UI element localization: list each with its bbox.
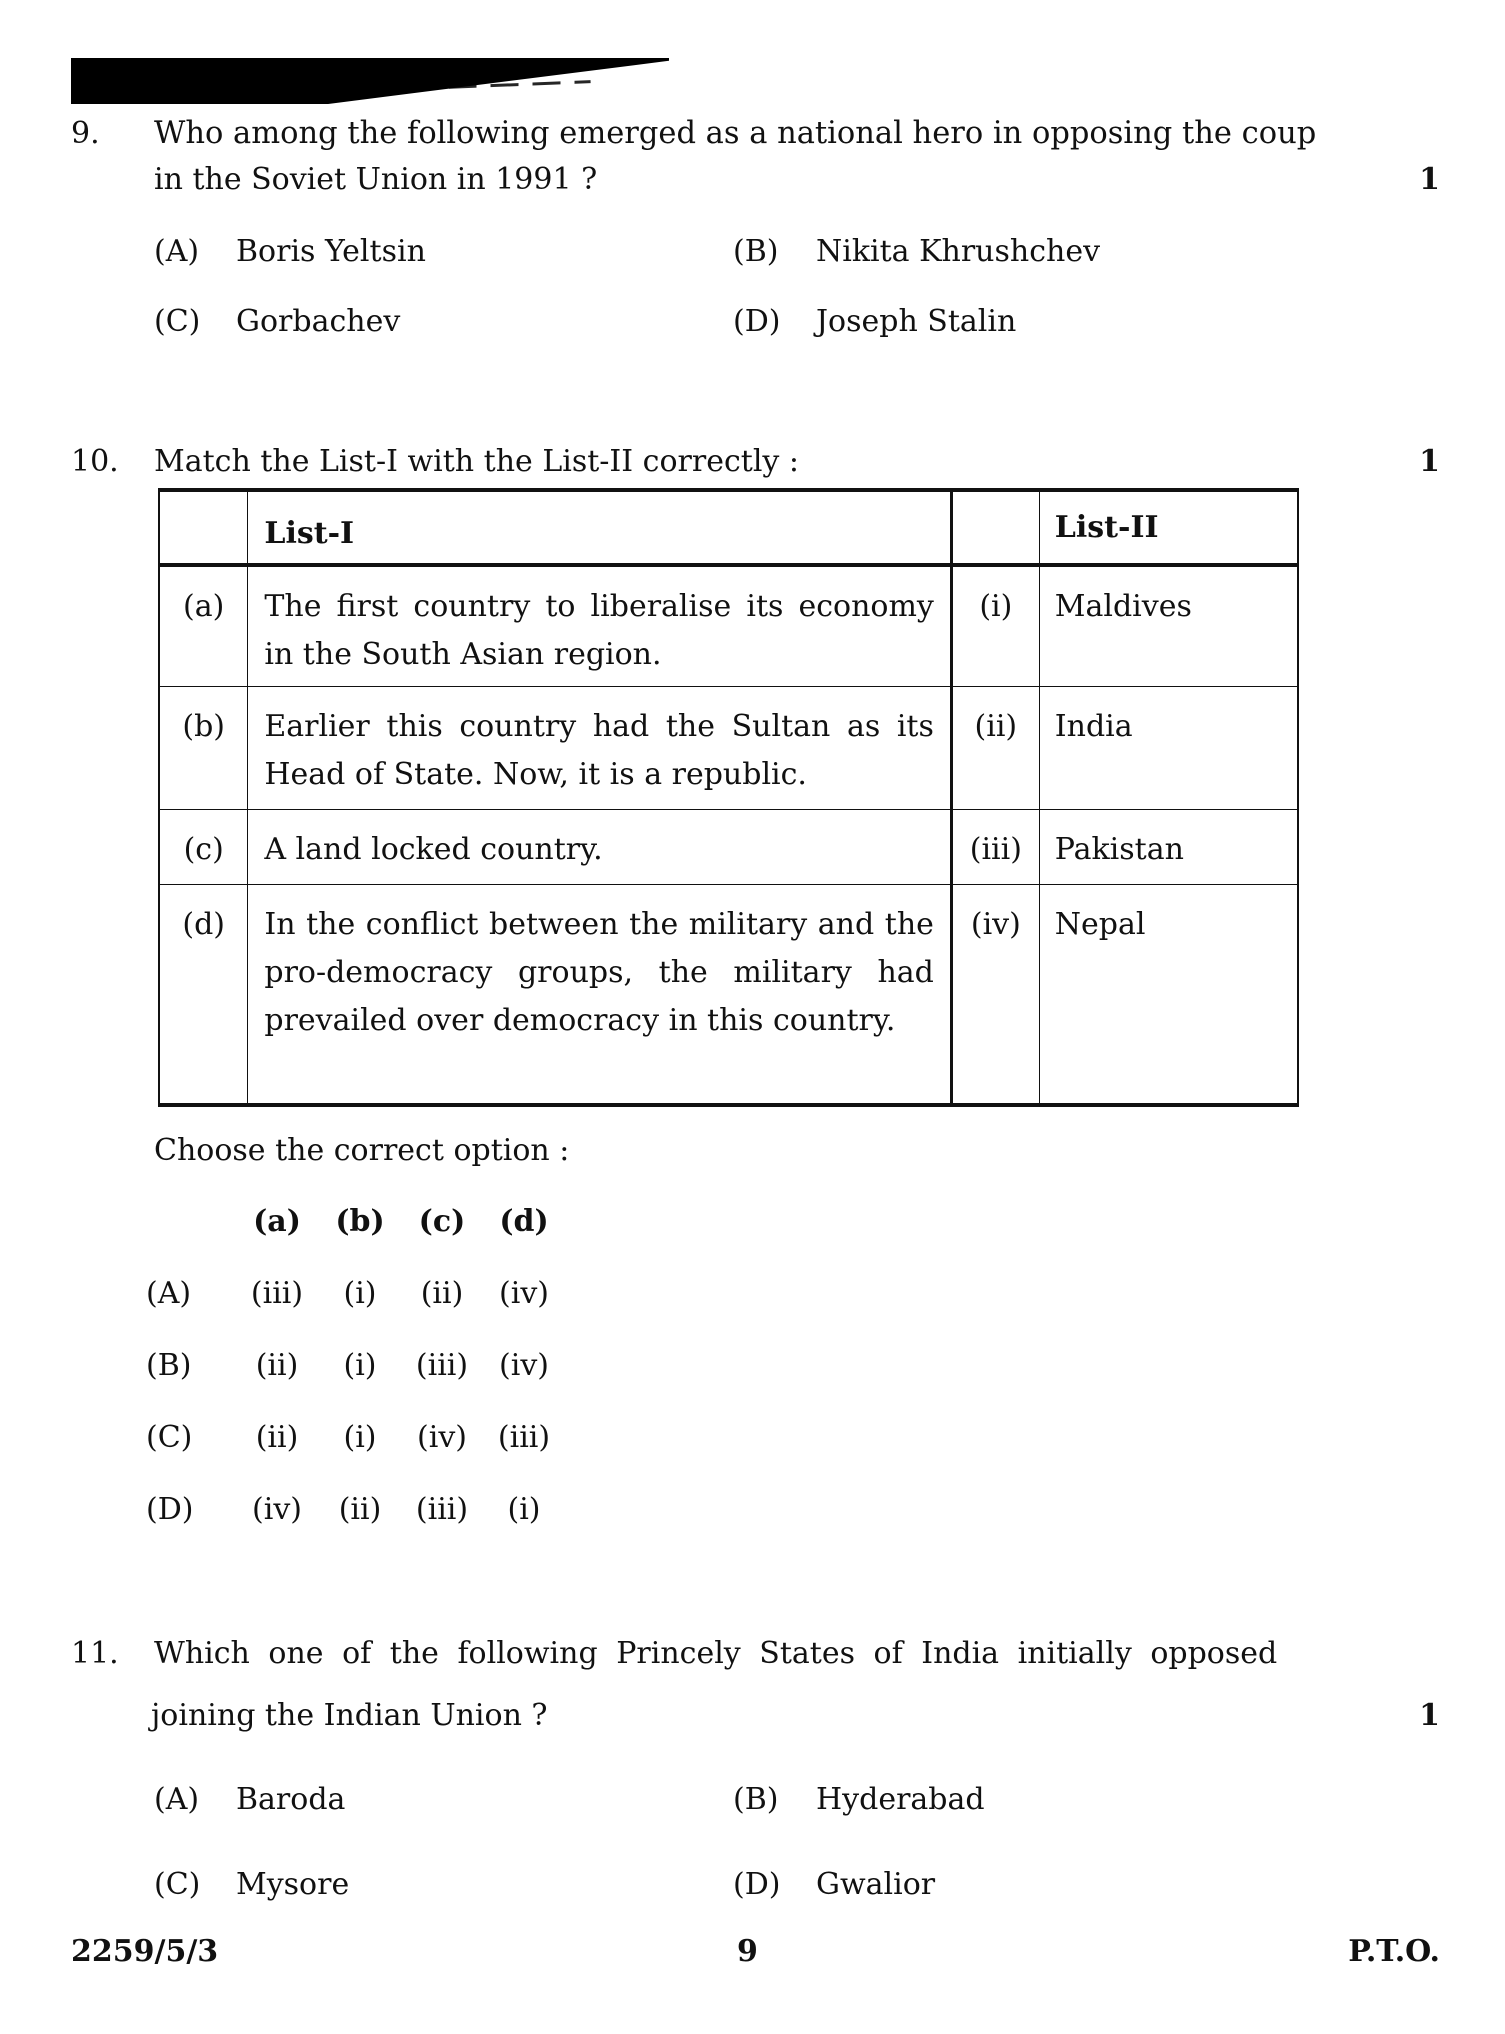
answer-value: (ii) bbox=[420, 1276, 464, 1311]
option-text: Mysore bbox=[236, 1867, 350, 1902]
answer-value: (iii) bbox=[497, 1420, 551, 1455]
answer-label: (A) bbox=[146, 1276, 192, 1311]
answer-value: (ii) bbox=[255, 1420, 299, 1455]
option-label: (B) bbox=[733, 234, 779, 269]
answer-label: (C) bbox=[146, 1420, 193, 1455]
question-9-text-line2: in the Soviet Union in 1991 ? bbox=[154, 162, 598, 197]
table-row bbox=[159, 686, 1298, 809]
table-row bbox=[159, 809, 1298, 884]
header-b: (b) bbox=[335, 1204, 385, 1239]
row-value: India bbox=[1039, 686, 1298, 809]
question-11-marks: 1 bbox=[1419, 1698, 1440, 1733]
page-number: 9 bbox=[737, 1934, 758, 1969]
row-description: In the conflict between the military and the pro-democracy groups, the military had prevailed over democracy in this country. bbox=[248, 884, 952, 1105]
header-list-1: List-I bbox=[248, 490, 952, 565]
answer-value: (iv) bbox=[499, 1276, 549, 1311]
answer-value: (iv) bbox=[499, 1348, 549, 1383]
answer-option-d[interactable] bbox=[146, 1491, 574, 1529]
option-text: Gwalior bbox=[816, 1867, 936, 1902]
question-10-marks: 1 bbox=[1419, 444, 1440, 479]
question-9-marks: 1 bbox=[1419, 162, 1440, 197]
row-key: (a) bbox=[159, 565, 248, 686]
option-text: Boris Yeltsin bbox=[236, 234, 426, 269]
row-description: The first country to liberalise its economy in the South Asian region. bbox=[248, 565, 952, 686]
header-a: (a) bbox=[253, 1204, 301, 1239]
row-description: A land locked country. bbox=[248, 809, 952, 884]
table-row bbox=[159, 565, 1298, 686]
answer-value: (iii) bbox=[250, 1276, 304, 1311]
row-key: (c) bbox=[159, 809, 248, 884]
option-text: Hyderabad bbox=[816, 1782, 985, 1817]
row-value: Maldives bbox=[1039, 565, 1298, 686]
answer-grid-header bbox=[154, 1203, 574, 1241]
match-table-header bbox=[159, 490, 1298, 565]
option-label: (D) bbox=[733, 304, 781, 339]
option-label: (C) bbox=[154, 1867, 201, 1902]
header-c: (c) bbox=[418, 1204, 466, 1239]
option-text: Joseph Stalin bbox=[816, 304, 1017, 339]
answer-value: (iv) bbox=[417, 1420, 467, 1455]
row-key: (d) bbox=[159, 884, 248, 1105]
question-11-number: 11. bbox=[71, 1636, 119, 1671]
match-table bbox=[158, 488, 1299, 1107]
question-9-text-line1: Who among the following emerged as a national hero in opposing the coup bbox=[154, 116, 1317, 151]
paper-code: 2259/5/3 bbox=[71, 1934, 219, 1969]
option-label: (C) bbox=[154, 304, 201, 339]
answer-option-b[interactable] bbox=[146, 1347, 574, 1385]
row-number: (iii) bbox=[951, 809, 1039, 884]
answer-value: (ii) bbox=[255, 1348, 299, 1383]
row-key: (b) bbox=[159, 686, 248, 809]
answer-option-c[interactable] bbox=[146, 1419, 574, 1457]
header-d: (d) bbox=[499, 1204, 549, 1239]
please-turn-over: P.T.O. bbox=[1348, 1934, 1440, 1969]
answer-option-a[interactable] bbox=[146, 1275, 574, 1313]
option-text: Gorbachev bbox=[236, 304, 401, 339]
answer-value: (i) bbox=[343, 1348, 377, 1383]
answer-value: (iii) bbox=[415, 1492, 469, 1527]
option-label: (A) bbox=[154, 1782, 200, 1817]
header-key bbox=[159, 490, 248, 565]
answer-value: (ii) bbox=[338, 1492, 382, 1527]
option-label: (D) bbox=[733, 1867, 781, 1902]
option-text: Baroda bbox=[236, 1782, 346, 1817]
question-9-number: 9. bbox=[71, 116, 100, 151]
option-label: (A) bbox=[154, 234, 200, 269]
answer-value: (i) bbox=[507, 1492, 541, 1527]
answer-value: (iv) bbox=[252, 1492, 302, 1527]
answer-value: (i) bbox=[343, 1420, 377, 1455]
answer-label: (B) bbox=[146, 1348, 192, 1383]
row-value: Nepal bbox=[1039, 884, 1298, 1105]
question-11-text-line1: Which one of the following Princely States of India initially opposed bbox=[154, 1636, 1278, 1671]
row-number: (i) bbox=[951, 565, 1039, 686]
header-num bbox=[951, 490, 1039, 565]
row-number: (ii) bbox=[951, 686, 1039, 809]
question-11-text-line2: joining the Indian Union ? bbox=[151, 1698, 548, 1733]
question-10-number: 10. bbox=[71, 444, 119, 479]
row-value: Pakistan bbox=[1039, 809, 1298, 884]
row-number: (iv) bbox=[951, 884, 1039, 1105]
header-list-2: List-II bbox=[1039, 490, 1298, 565]
row-description: Earlier this country had the Sultan as its Head of State. Now, it is a republic. bbox=[248, 686, 952, 809]
answer-value: (iii) bbox=[415, 1348, 469, 1383]
option-text: Nikita Khrushchev bbox=[816, 234, 1101, 269]
answer-value: (i) bbox=[343, 1276, 377, 1311]
table-row bbox=[159, 884, 1298, 1105]
answer-label: (D) bbox=[146, 1492, 194, 1527]
choose-option-prompt: Choose the correct option : bbox=[154, 1133, 570, 1168]
option-label: (B) bbox=[733, 1782, 779, 1817]
question-10-text: Match the List-I with the List-II correctly : bbox=[154, 444, 800, 479]
